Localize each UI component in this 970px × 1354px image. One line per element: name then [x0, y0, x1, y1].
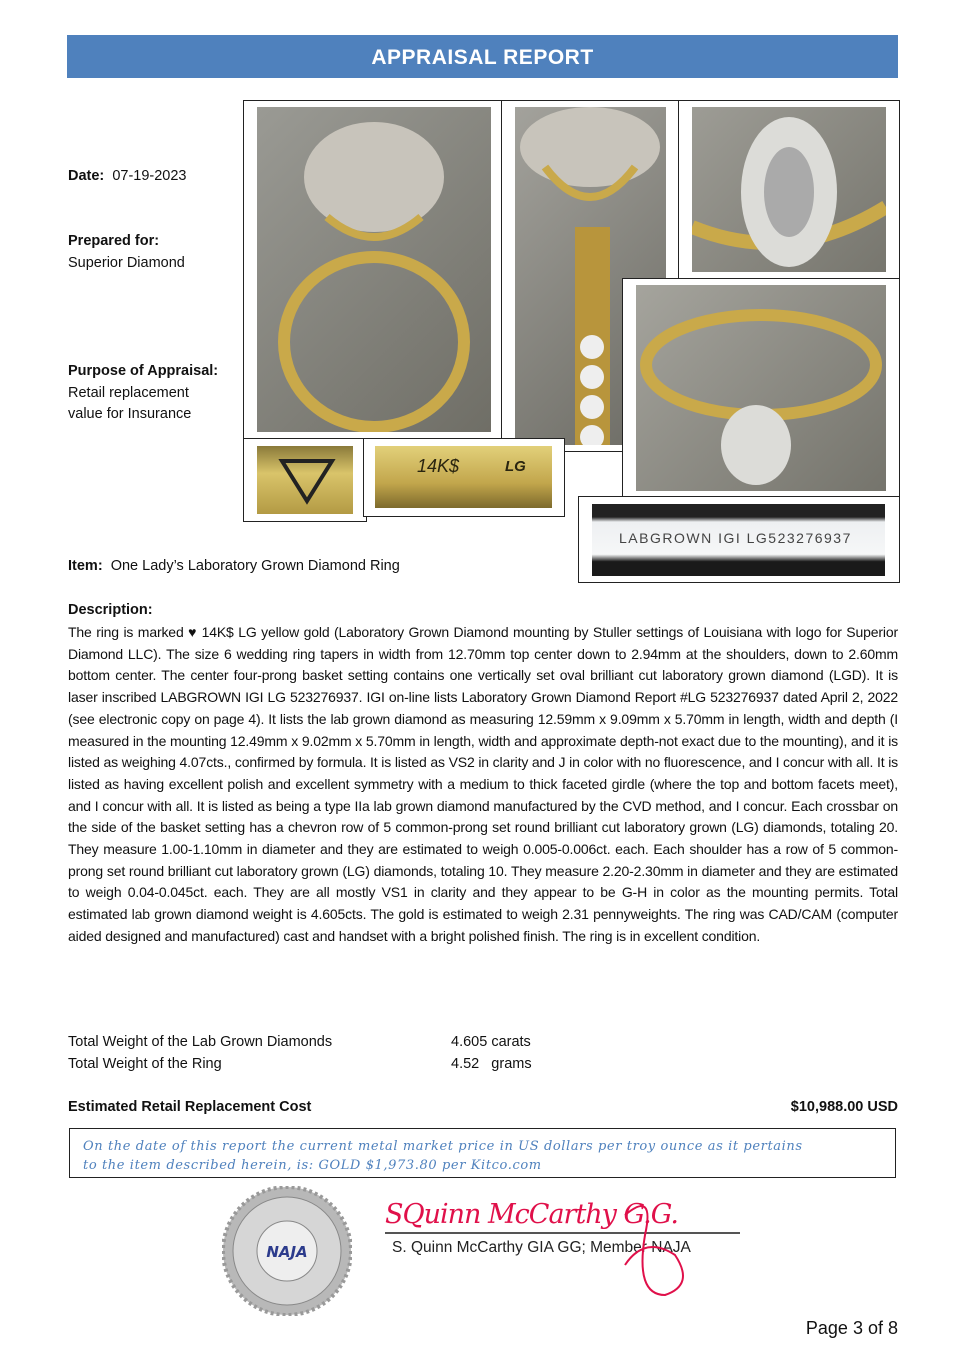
item: Item: One Lady’s Laboratory Grown Diamond Ring	[68, 558, 400, 574]
metal-note-line-2: to the item described herein, is: GOLD $1,973.80 per Kitco.com	[83, 1158, 542, 1173]
prepared-for-label: Prepared for:	[68, 233, 160, 249]
purpose-line-1: Retail replacement	[68, 385, 189, 401]
description-label: Description:	[68, 602, 153, 618]
description-text: The ring is marked ♥ 14K$ LG yellow gold (Laboratory Grown Diamond mounting by Stuller settings of Louisiana with logo for Superior Diamond LLC). The size 6 wedding ring tapers in width from 12.70mm top center down to 2.94mm at the shoulders, down to 2.60mm bottom center. The center four-prong basket setting contains one vertically set oval brilliant cut laboratory grown diamond (LGD). It is laser inscribed LABGROWN IGI LG 523276937. IGI on-line lists Laboratory Grown Diamond Report #LG 523276937 dated April 2, 2022 (see electronic copy on page 4). It lists the lab grown diamond as measuring 12.59mm x 9.09mm x 5.70mm in length, width and depth (I measured in the mounting 12.49mm x 9.02mm x 5.70mm in length, width and approximate depth-not exact due to the mounting), and it is listed as weighing 4.07cts., confirmed by formula. It is listed as VS2 in clarity and J in color with no fluorescence, and I concur with all. It is listed as having excellent polish and excellent symmetry with a medium to thick faceted girdle (where the top and bottom facets meet), and I concur with all. It is listed as being a type IIa lab grown diamond manufactured by the CVD method, and I concur. Each crossbar on the side of the basket setting has a chevron row of 5 common-prong set round brilliant cut laboratory grown (LG) diamonds, totaling 20. They measure 1.00-1.10mm in diameter and they are estimated to weigh 0.005-0.006ct. each. Each shoulder has a row of 5 common-prong set round brilliant cut laboratory grown (LG) diamonds, totaling 10. They measure 2.20-2.30mm in diameter and they are estimated to weigh 0.04-0.045ct. each. They are all mostly VS1 in clarity and they appear to be G-H in color as the mounting permits. Total estimated lab grown diamond weight is 4.605cts. The gold is estimated to weigh 2.31 pennyweights. The ring was CAD/CAM (computer aided designed and manufactured) cast and handset with a bright polished finish. The ring is in excellent condition.	[68, 624, 899, 944]
purpose-line-2: value for Insurance	[68, 406, 192, 422]
inscription-photo	[592, 504, 885, 576]
signer-name: S. Quinn McCarthy GIA GG; Member NAJA	[392, 1239, 691, 1256]
total-diamond-weight-label: Total Weight of the Lab Grown Diamonds	[68, 1034, 333, 1050]
ring-angle-photo	[636, 285, 886, 491]
photo-frame-front	[243, 100, 503, 440]
replacement-cost-value: $10,988.00 USD	[790, 1099, 898, 1115]
metal-price-note	[69, 1128, 896, 1178]
report-title-bar: APPRAISAL REPORT	[67, 35, 898, 78]
logo-stamp-photo	[257, 446, 353, 514]
photo-frame-stamp	[363, 438, 565, 517]
ring-top-photo	[692, 107, 886, 272]
item-value: One Lady’s Laboratory Grown Diamond Ring	[110, 558, 400, 574]
total-ring-weight-value: 4.52 grams	[451, 1056, 532, 1072]
photo-frame-inscription	[578, 496, 900, 583]
ring-front-photo	[257, 107, 491, 432]
metal-note-line-1: On the date of this report the current metal market price in US dollars per troy ounce as it pertains	[83, 1139, 803, 1154]
signature-script: SQuinn McCarthy G.G.	[385, 1199, 678, 1230]
karat-stamp-photo	[375, 446, 552, 508]
naja-seal	[222, 1186, 352, 1316]
lg-stamp-text: LG	[505, 458, 526, 475]
karat-stamp-text: 14K$	[417, 456, 460, 476]
signature-flourish	[585, 1195, 695, 1305]
page-number: Page 3 of 8	[805, 1318, 898, 1338]
date-value: 07-19-2023	[112, 168, 187, 184]
photo-frame-logo	[243, 438, 367, 522]
replacement-cost-label: Estimated Retail Replacement Cost	[68, 1099, 312, 1115]
prepared-for-value: Superior Diamond	[68, 255, 185, 271]
date: Date: 07-19-2023	[68, 168, 187, 184]
purpose-label: Purpose of Appraisal:	[68, 363, 219, 379]
svg-text:NAJA: NAJA	[266, 1243, 308, 1261]
photo-frame-top	[678, 100, 900, 280]
total-diamond-weight-value: 4.605 carats	[451, 1034, 531, 1050]
photo-frame-angle	[622, 278, 900, 498]
total-ring-weight-label: Total Weight of the Ring	[68, 1056, 222, 1072]
inscription-text: LABGROWN IGI LG523276937	[619, 530, 852, 546]
